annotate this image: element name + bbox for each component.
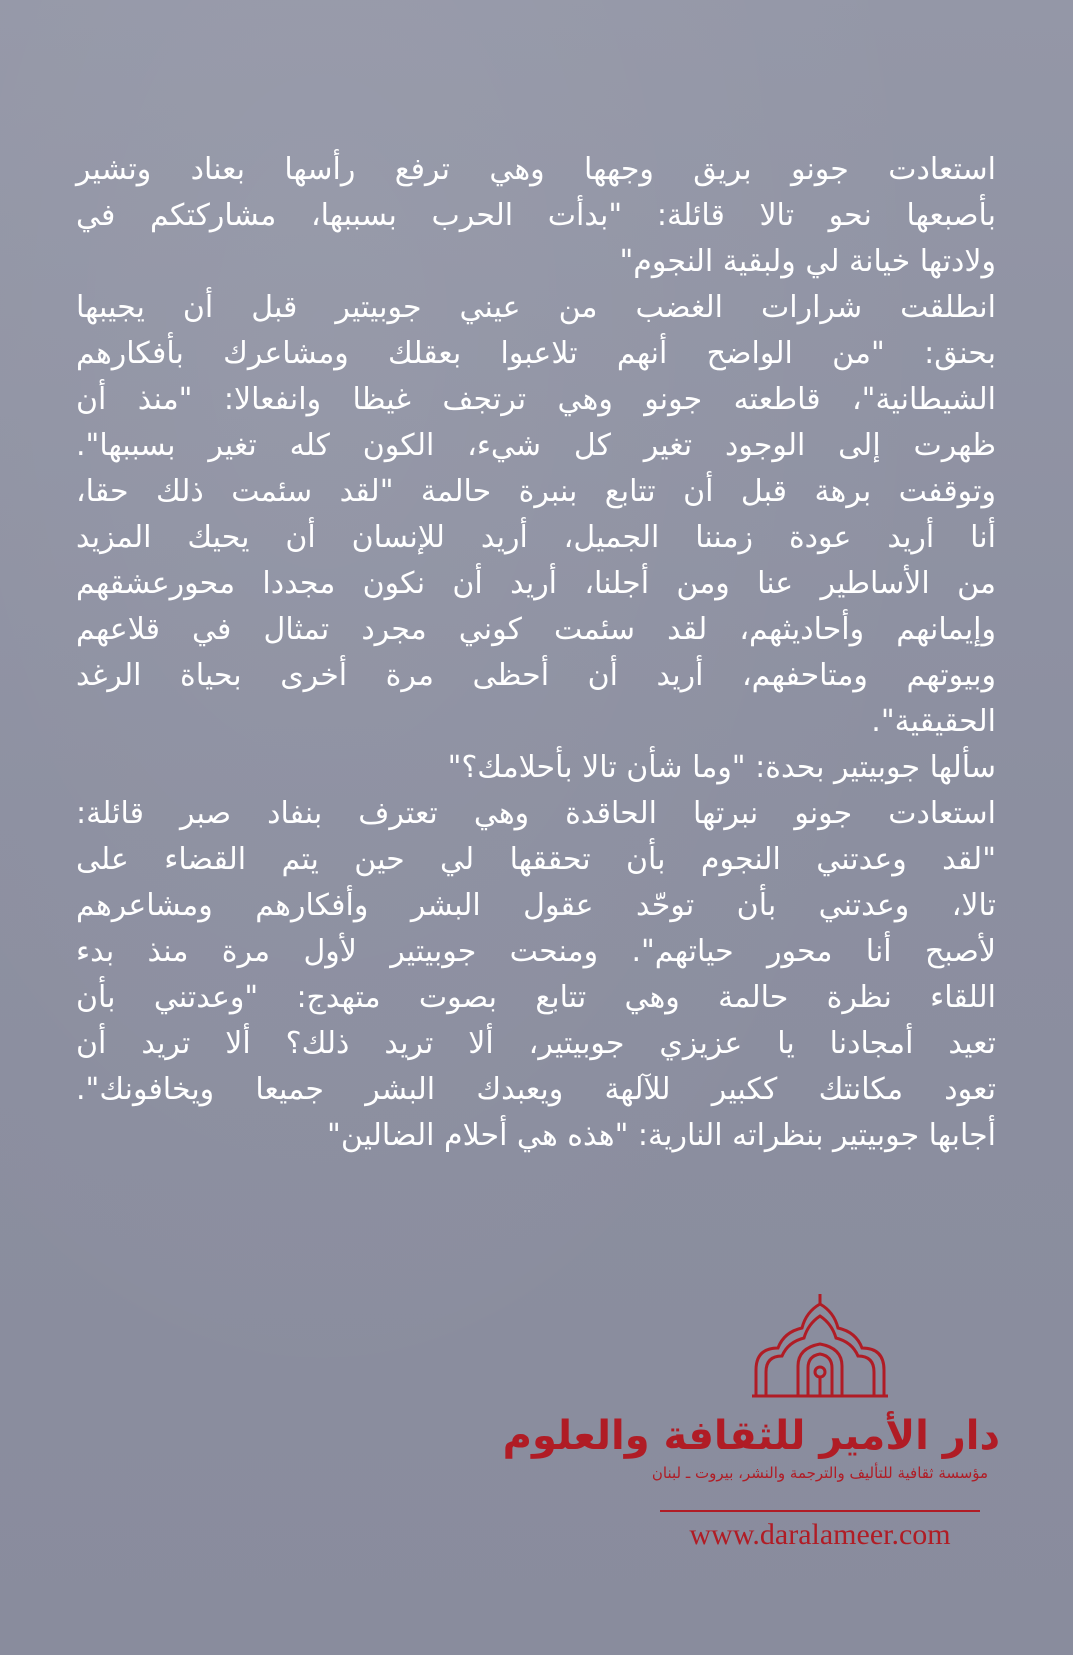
publisher-website: www.daralameer.com [689, 1518, 951, 1551]
blurb-line: سألها جوبيتير بحدة: "وما شأن تالا بأحلامك؟" [447, 750, 996, 785]
blurb-line: الشيطانية"، قاطعته جونو وهي ترتجف غيظا وانفعالا: "منذ أن [76, 382, 996, 417]
blurb-line: أجابها جوبيتير بنظراته النارية: "هذه هي أحلام الضالين" [327, 1118, 996, 1153]
dome-arch-logo-icon [750, 1292, 890, 1402]
blurb-line: تعود مكانتك ككبير للآلهة ويعبدك البشر جميعا ويخافونك". [76, 1072, 996, 1107]
blurb-line: لأصبح أنا محور حياتهم". ومنحت جوبيتير لأول مرة منذ بدء [76, 934, 996, 969]
blurb-line: ظهرت إلى الوجود تغير كل شيء، الكون كله تغير بسببها". [76, 428, 996, 463]
blurb-line: وإيمانهم وأحاديثهم، لقد سئمت كوني مجرد تمثال في قلاعهم [76, 612, 996, 647]
blurb-line: ولادتها خيانة لي ولبقية النجوم" [619, 244, 996, 279]
blurb-line: بحنق: "من الواضح أنهم تلاعبوا بعقلك ومشاعرك بأفكارهم [76, 336, 996, 371]
publisher-name: دار الأمير للثقافة والعلوم [502, 1413, 1000, 1459]
blurb-line: تالا، وعدتني بأن توحّد عقول البشر وأفكارهم ومشاعرهم [76, 888, 996, 923]
blurb-line: تعيد أمجادنا يا عزيزي جوبيتير، ألا تريد ذلك؟ ألا تريد أن [76, 1026, 996, 1061]
blurb-line: وتوقفت برهة قبل أن تتابع بنبرة حالمة "لقد سئمت ذلك حقا، [76, 474, 996, 509]
publisher-block [502, 1292, 1000, 1612]
blurb-line: استعادت جونو بريق وجهها وهي ترفع رأسها بعناد وتشير [76, 152, 996, 187]
blurb-line: "لقد وعدتني النجوم بأن تحققها لي حين يتم القضاء على [76, 842, 996, 877]
blurb-line: الحقيقية". [871, 704, 996, 739]
blurb-line: اللقاء نظرة حالمة وهي تتابع بصوت متهدج: "وعدتني بأن [76, 980, 996, 1015]
publisher-subtitle: مؤسسة ثقافية للتأليف والترجمة والنشر، بيروت ـ لبنان [651, 1464, 989, 1482]
blurb-line: أنا أريد عودة زمننا الجميل، أريد للإنسان أن يحيك المزيد [76, 520, 996, 555]
blurb-line: من الأساطير عنا ومن أجلنا، أريد أن نكون مجددا محورعشقهم [76, 566, 996, 601]
publisher-divider [660, 1510, 980, 1512]
blurb-line: وبيوتهم ومتاحفهم، أريد أن أحظى مرة أخرى بحياة الرغد [76, 658, 996, 693]
blurb-line: بأصبعها نحو تالا قائلة: "بدأت الحرب بسببها، مشاركتكم في [76, 198, 996, 233]
blurb-line: انطلقت شرارات الغضب من عيني جوبيتير قبل أن يجيبها [76, 290, 996, 325]
blurb-line: استعادت جونو نبرتها الحاقدة وهي تعترف بنفاد صبر قائلة: [76, 796, 996, 831]
